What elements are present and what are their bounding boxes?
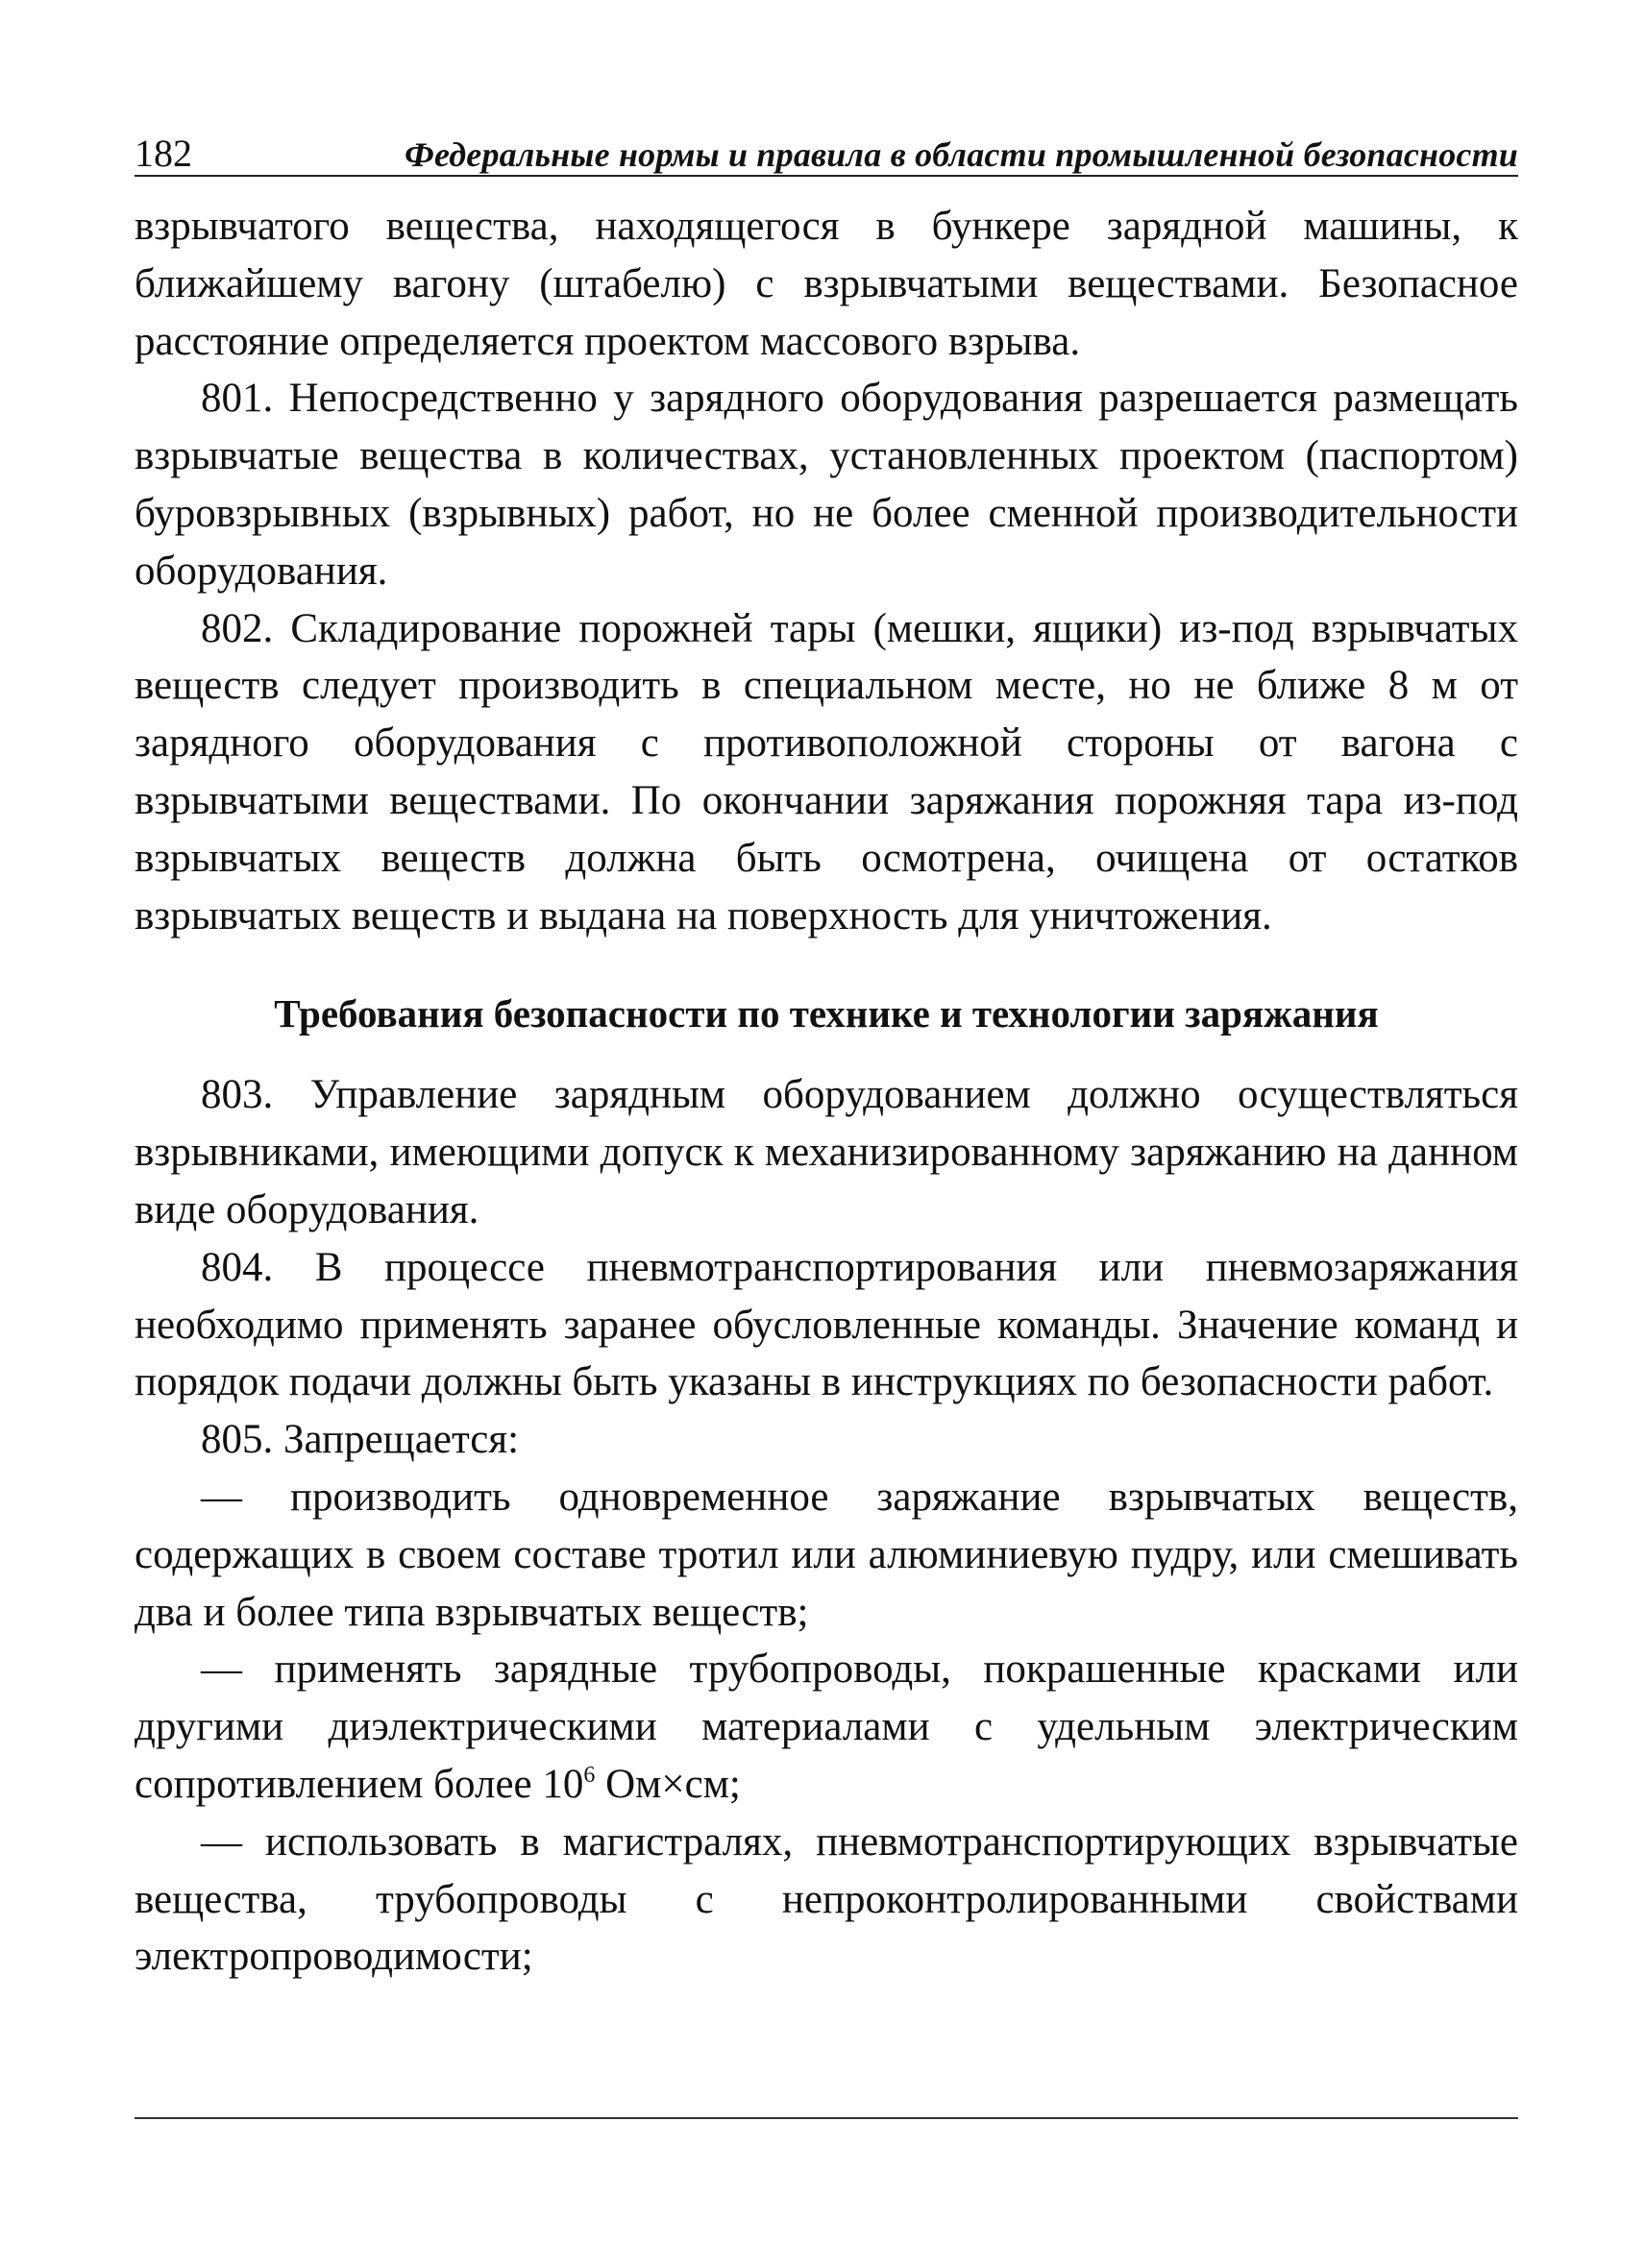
prohibition-item-2-unit: Ом×см; [595, 1761, 741, 1807]
running-header [135, 134, 1518, 177]
footer-rule [135, 2117, 1518, 2119]
page-number: 182 [135, 132, 192, 175]
running-title: Федеральные нормы и правила в области промышленной безопасности [405, 135, 1518, 174]
paragraph-805: 805. Запрещается: [201, 1417, 520, 1463]
prohibition-item-2 [135, 1641, 1518, 1813]
section-heading: Требования безопасности по технике и технологии заряжания [274, 991, 1379, 1036]
exponent: 6 [583, 1762, 596, 1788]
prohibition-item-1: — производить одновременное заряжание взрывчатых веществ, содержащих в своем составе тротил или алюминиевую пудру, или смешивать два и более типа взрывчатых веществ; [135, 1474, 1518, 1635]
document-page [135, 134, 1518, 1986]
paragraph-801: 801. Непосредственно у зарядного оборудования разрешается размещать взрывчатые вещества в количествах, установленных проектом (паспортом) буровзрывных (взрывных) работ, но не более сменной производительности оборудования. [135, 376, 1518, 594]
paragraph-continuation: взрывчатого вещества, находящегося в бункере зарядной машины, к ближайшему вагону (штабелю) с взрывчатыми веществами. Безопасное расстояние определяется проектом массового взрыва. [135, 204, 1518, 364]
body-text [135, 198, 1518, 1986]
paragraph-803: 803. Управление зарядным оборудованием должно осуществляться взрывниками, имеющими допуск к механизированному заряжанию на данном виде оборудования. [135, 1072, 1518, 1232]
prohibition-item-2-text: — применять зарядные трубопроводы, покрашенные красками или другими диэлектрическими материалами с удельным электрическим сопротивлением более 10 [135, 1646, 1518, 1807]
paragraph-802: 802. Складирование порожней тары (мешки, ящики) из-под взрывчатых веществ следует производить в специальном месте, но не ближе 8 м от зарядного оборудования с противоположной стороны от вагона с взрывчатыми веществами. По окончании заряжания порожняя тара из-под взрывчатых веществ должна быть осмотрена, очищена от остатков взрывчатых веществ и выдана на поверхность для уничтожения. [135, 605, 1518, 939]
prohibition-item-3: — использовать в магистралях, пневмотранспортирующих взрывчатые вещества, трубопроводы с непроконтролированными свойствами электропроводимости; [135, 1818, 1518, 1980]
paragraph-804: 804. В процессе пневмотранспортирования или пневмозаряжания необходимо применять заранее обусловленные команды. Значение команд и порядок подачи должны быть указаны в инструкциях по безопасности работ. [135, 1244, 1518, 1405]
